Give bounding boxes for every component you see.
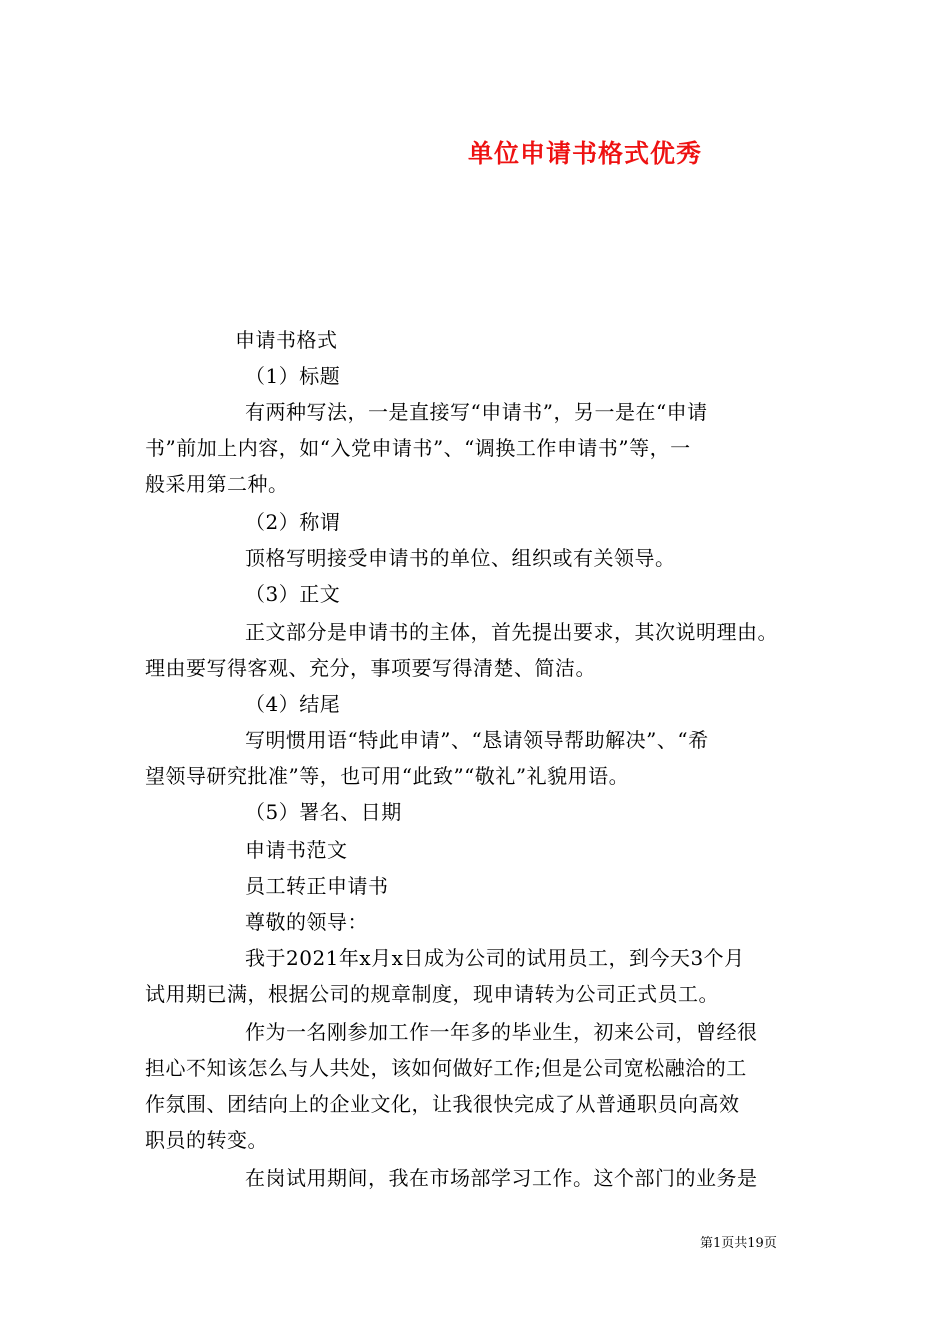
paragraph-line: 望领导研究批准”等，也可用“此致”“敬礼”礼貌用语。 — [145, 764, 630, 788]
paragraph-line: （4）结尾 — [245, 692, 341, 716]
paragraph-line: （1）标题 — [245, 364, 341, 388]
paragraph-line: （3）正文 — [245, 582, 341, 606]
paragraph-line: 担心不知该怎么与人共处，该如何做好工作;但是公司宽松融洽的工 — [145, 1056, 747, 1080]
paragraph-line: 有两种写法，一是直接写“申请书”，另一是在“申请 — [245, 400, 708, 424]
paragraph-line: 申请书范文 — [245, 838, 348, 862]
paragraph-line: 在岗试用期间，我在市场部学习工作。这个部门的业务是 — [245, 1166, 758, 1190]
paragraph-line: 我于2021年x月x日成为公司的试用员工，到今天3个月 — [245, 946, 745, 970]
paragraph-line: 尊敬的领导： — [245, 910, 368, 934]
paragraph-line: 作氛围、团结向上的企业文化，让我很快完成了从普通职员向高效 — [145, 1092, 740, 1116]
paragraph-line: 理由要写得客观、充分，事项要写得清楚、简洁。 — [145, 656, 596, 680]
document-title: 单位申请书格式优秀 — [467, 139, 702, 168]
paragraph-line: 写明惯用语“特此申请”、“恳请领导帮助解决”、“希 — [245, 728, 709, 752]
paragraph-line: 正文部分是申请书的主体，首先提出要求，其次说明理由。 — [245, 620, 778, 644]
paragraph-line: （2）称谓 — [245, 510, 341, 534]
paragraph-line: 作为一名刚参加工作一年多的毕业生，初来公司，曾经很 — [245, 1020, 758, 1044]
paragraph-line: 试用期已满，根据公司的规章制度，现申请转为公司正式员工。 — [145, 982, 719, 1006]
paragraph-line: 顶格写明接受申请书的单位、组织或有关领导。 — [245, 546, 676, 570]
paragraph-line: 般采用第二种。 — [145, 472, 289, 496]
page-number: 第1页共19页 — [700, 1236, 777, 1251]
paragraph-line: （5）署名、日期 — [245, 800, 402, 824]
paragraph-line: 员工转正申请书 — [245, 874, 389, 898]
paragraph-line: 职员的转变。 — [145, 1128, 268, 1152]
paragraph-line: 书”前加上内容，如“入党申请书”、“调换工作申请书”等，一 — [145, 436, 691, 460]
paragraph-line: 申请书格式 — [235, 328, 338, 352]
